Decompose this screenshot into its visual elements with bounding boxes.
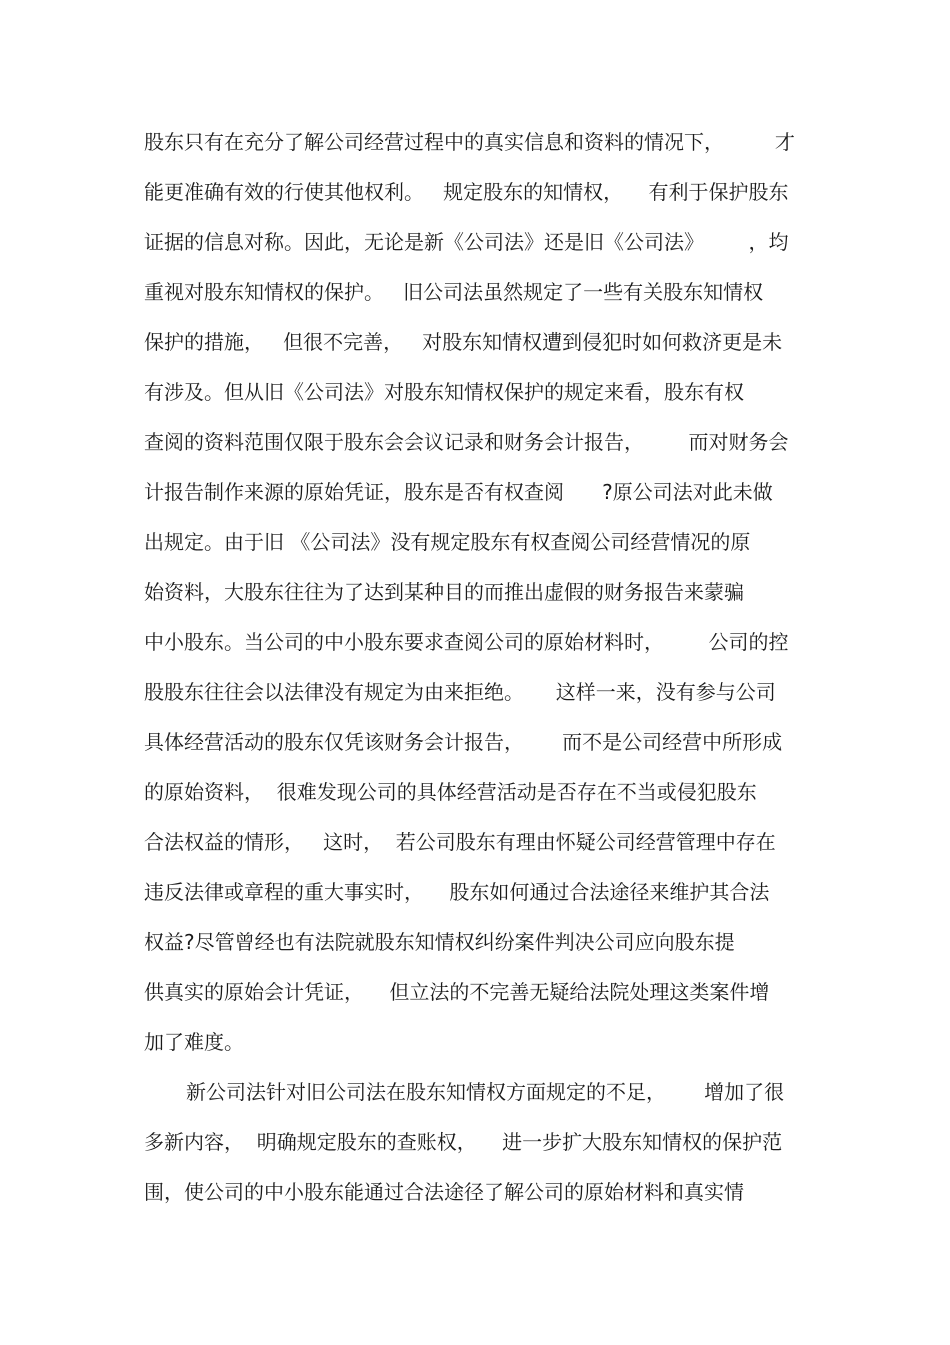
text-line-19: 加了难度。 — [144, 1030, 244, 1054]
text-line-13: 具体经营活动的股东仅凭该财务会计报告， 而不是公司经营中所形成 — [144, 730, 783, 754]
text-line-17: 权益?尽管曾经也有法院就股东知情权纠纷案件判决公司应向股东提 — [144, 930, 735, 954]
text-line-15: 合法权益的情形， 这时， 若公司股东有理由怀疑公司经营管理中存在 — [144, 830, 776, 854]
text-line-9: 出规定。由于旧 《公司法》没有规定股东有权查阅公司经营情况的原 — [144, 530, 751, 554]
text-line-1: 股东只有在充分了解公司经营过程中的真实信息和资料的情况下， 才 — [144, 130, 795, 154]
text-line-6: 有涉及。但从旧《公司法》对股东知情权保护的规定来看，股东有权 — [144, 380, 744, 404]
text-line-2: 能更准确有效的行使其他权利。 规定股东的知情权， 有利于保护股东 — [144, 180, 789, 204]
text-line-7: 查阅的资料范围仅限于股东会会议记录和财务会计报告， 而对财务会 — [144, 430, 789, 454]
text-line-12: 股股东往往会以法律没有规定为由来拒绝。 这样一来，没有参与公司 — [144, 680, 776, 704]
text-line-22: 围，使公司的中小股东能通过合法途径了解公司的原始材料和真实情 — [144, 1180, 744, 1204]
text-line-21: 多新内容， 明确规定股东的查账权， 进一步扩大股东知情权的保护范 — [144, 1130, 783, 1154]
text-line-5: 保护的措施， 但很不完善， 对股东知情权遭到侵犯时如何救济更是未 — [144, 330, 783, 354]
text-line-4: 重视对股东知情权的保护。 旧公司法虽然规定了一些有关股东知情权 — [144, 280, 764, 304]
text-line-3: 证据的信息对称。因此，无论是新《公司法》还是旧《公司法》 ，均 — [144, 230, 789, 254]
text-line-20: 新公司法针对旧公司法在股东知情权方面规定的不足， 增加了很 — [186, 1080, 785, 1104]
text-line-11: 中小股东。当公司的中小股东要求查阅公司的原始材料时， 公司的控 — [144, 630, 789, 654]
text-line-10: 始资料，大股东往往为了达到某种目的而推出虚假的财务报告来蒙骗 — [144, 580, 744, 604]
text-line-18: 供真实的原始会计凭证， 但立法的不完善无疑给法院处理这类案件增 — [144, 980, 770, 1004]
text-line-16: 违反法律或章程的重大事实时， 股东如何通过合法途径来维护其合法 — [144, 880, 770, 904]
text-line-8: 计报告制作来源的原始凭证，股东是否有权查阅 ?原公司法对此未做 — [144, 480, 773, 504]
text-line-14: 的原始资料， 很难发现公司的具体经营活动是否存在不当或侵犯股东 — [144, 780, 757, 804]
